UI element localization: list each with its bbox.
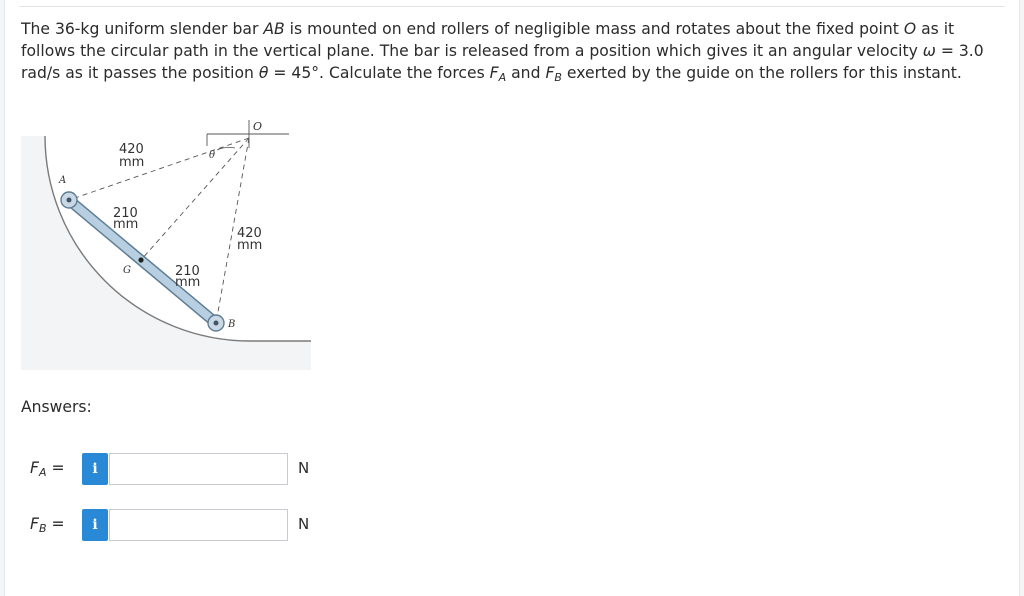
- fa-info-button[interactable]: i: [82, 453, 108, 485]
- dimension-210-lower-unit: mm: [175, 275, 201, 290]
- dimension-210-upper-value: 210: [113, 206, 138, 221]
- question-text: The 36-kg uniform slender bar AB is mounted on end rollers of negligible mass and rotates about the fixed point O as it follows the circular path in the vertical plane. The bar is released from a position which gives it an angular velocity ω = 3.0 rad/s as it passes the position θ = 45°. Calculate the forces $F_A$ and $F_B$ exerted by the guide on the rollers for this instant.: [21, 20, 984, 84]
- fb-unit: N: [298, 515, 310, 533]
- fb-info-button[interactable]: i: [82, 509, 108, 541]
- fb-label: $F_B$ =: [30, 515, 65, 535]
- dimension-420-right-value: 420: [237, 226, 262, 241]
- question-page: [4, 0, 1020, 596]
- dimension-420-upper-unit: mm: [119, 155, 145, 170]
- top-divider: [19, 6, 1005, 7]
- label-A: A: [59, 175, 67, 186]
- answers-heading: Answers:: [21, 398, 92, 416]
- dimension-420-right-unit: mm: [237, 238, 263, 253]
- label-O: O: [253, 120, 263, 133]
- fa-label: $F_A$ =: [30, 459, 65, 479]
- label-B: B: [228, 319, 236, 330]
- fa-unit: N: [298, 459, 310, 477]
- bar-diagram-figure: [21, 108, 311, 370]
- fa-answer-input[interactable]: [109, 453, 288, 485]
- center-of-mass-G: [138, 257, 143, 262]
- label-theta: θ: [209, 150, 216, 161]
- dimension-420-upper-value: 420: [119, 142, 144, 157]
- dimension-210-lower-value: 210: [175, 264, 200, 279]
- label-G: G: [123, 265, 131, 276]
- fb-answer-input[interactable]: [109, 509, 288, 541]
- dimension-210-upper-unit: mm: [113, 217, 139, 232]
